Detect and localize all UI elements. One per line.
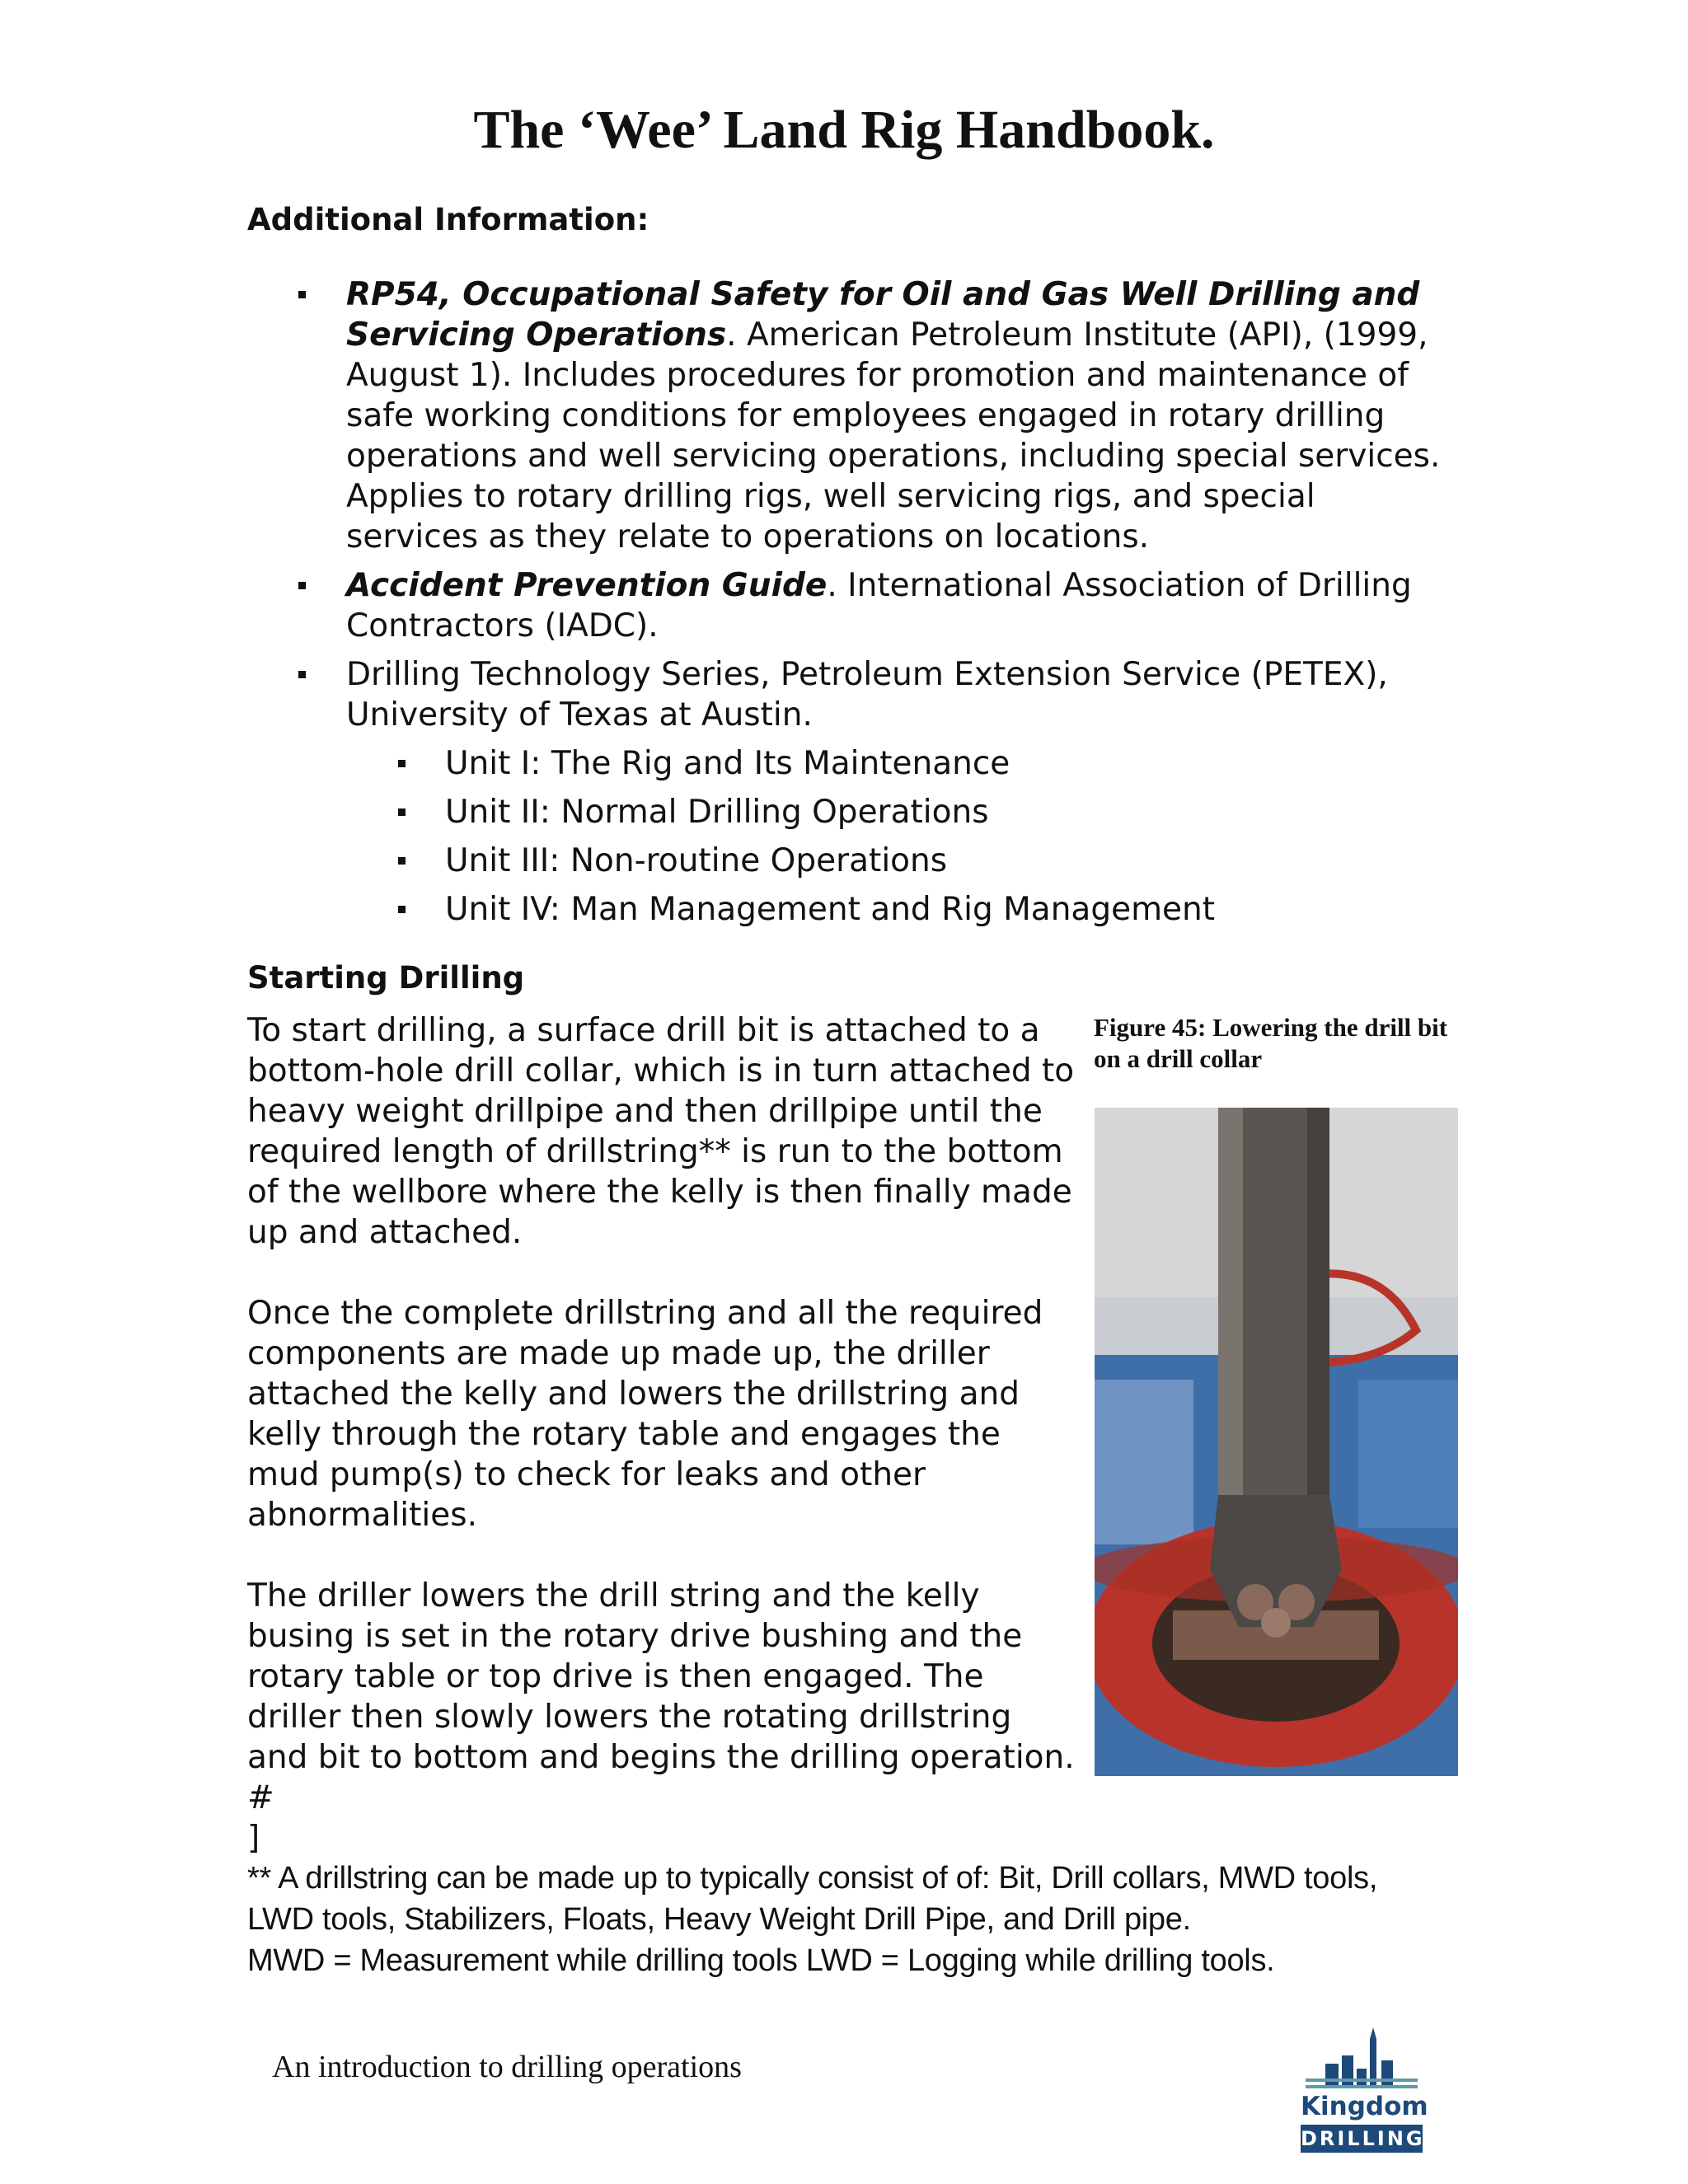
reference-text: Drilling Technology Series, Petroleum Extension Service (PETEX), University of Texas at Austin. <box>346 656 1388 733</box>
reference-text: . American Petroleum Institute (API), (1999, August 1). Includes procedures for promotion and maintenance of safe working conditions for employees engaged in rotary drilling operations and well servicing operations, including special services. Applies to rotary drilling rigs, well servicing rigs, and special services as they relate to operations on locations. <box>346 316 1441 555</box>
unit-list <box>247 743 1451 938</box>
list-item <box>247 274 1451 557</box>
page-title: The ‘Wee’ Land Rig Handbook. <box>473 100 1215 160</box>
list-item <box>247 565 1451 646</box>
reference-text: . International Association of Drilling Contractors (IADC). <box>346 567 1412 644</box>
square-bullet-icon <box>398 808 406 816</box>
square-bullet-icon <box>398 760 406 767</box>
additional-info-heading: Additional Information: <box>247 202 649 237</box>
square-bullet-icon <box>398 906 406 913</box>
figure-caption: Figure 45: Lowering the drill bit on a drill collar <box>1094 1013 1448 1073</box>
starting-drilling-heading: Starting Drilling <box>247 960 525 996</box>
list-item <box>247 743 1451 792</box>
reference-title: Accident Prevention Guide <box>346 567 828 604</box>
footer-text: An introduction to drilling operations <box>272 2050 742 2084</box>
rig-skyline-icon <box>1301 2027 1423 2093</box>
list-item <box>247 841 1451 889</box>
logo-text-top: Kingdom <box>1301 2092 1428 2121</box>
unit-label: Unit II: Normal Drilling Operations <box>445 794 989 831</box>
square-bullet-icon <box>298 582 306 589</box>
paragraph: Once the complete drillstring and all the required components are made up made up, the driller attached the kelly and lowers the drillstring and kelly through the rotary table and engages the mud pump(s) to check for leaks and other abnormalities. <box>247 1295 1043 1534</box>
square-bullet-icon <box>298 671 306 678</box>
unit-label: Unit III: Non-routine Operations <box>445 842 948 879</box>
square-bullet-icon <box>298 291 306 298</box>
unit-label: Unit IV: Man Management and Rig Management <box>445 891 1216 928</box>
footnote-line: ** A drillstring can be made up to typically consist of of: Bit, Drill collars, MWD tools, LWD tools, Stabilizers, Floats, Heavy Weight Drill Pipe, and Drill pipe. <box>247 1861 1378 1937</box>
drill-bit-photo <box>1095 1108 1458 1776</box>
paragraph: To start drilling, a surface drill bit is attached to a bottom-hole drill collar, which is in turn attached to heavy weight drillpipe and then drillpipe until the required length of drillstring** is run to the bottom of the wellbore where the kelly is then finally made up and attached. <box>247 1012 1075 1251</box>
footnote-line: MWD = Measurement while drilling tools LWD = Logging while drilling tools. <box>247 1943 1275 1978</box>
kingdom-drilling-logo <box>1301 2027 1428 2156</box>
paragraph: ] <box>247 1820 260 1857</box>
paragraph: The driller lowers the drill string and the kelly busing is set in the rotary drive bushing and the rotary table or top drive is then engaged. The driller then slowly lowers the rotating drillstring and bit to bottom and begins the drilling operation. # <box>247 1577 1075 1816</box>
list-item <box>247 889 1451 938</box>
reference-list <box>247 274 1451 938</box>
logo-text-bottom: DRILLING <box>1301 2125 1423 2153</box>
unit-label: Unit I: The Rig and Its Maintenance <box>445 745 1010 782</box>
square-bullet-icon <box>398 857 406 865</box>
list-item <box>247 654 1451 735</box>
footnote <box>247 1858 1451 1981</box>
starting-drilling-body <box>247 1010 1080 1858</box>
reference-title: RP54, Occupational Safety for Oil and Gas Well Drilling and Servicing Operations <box>346 276 1420 354</box>
list-item <box>247 792 1451 841</box>
